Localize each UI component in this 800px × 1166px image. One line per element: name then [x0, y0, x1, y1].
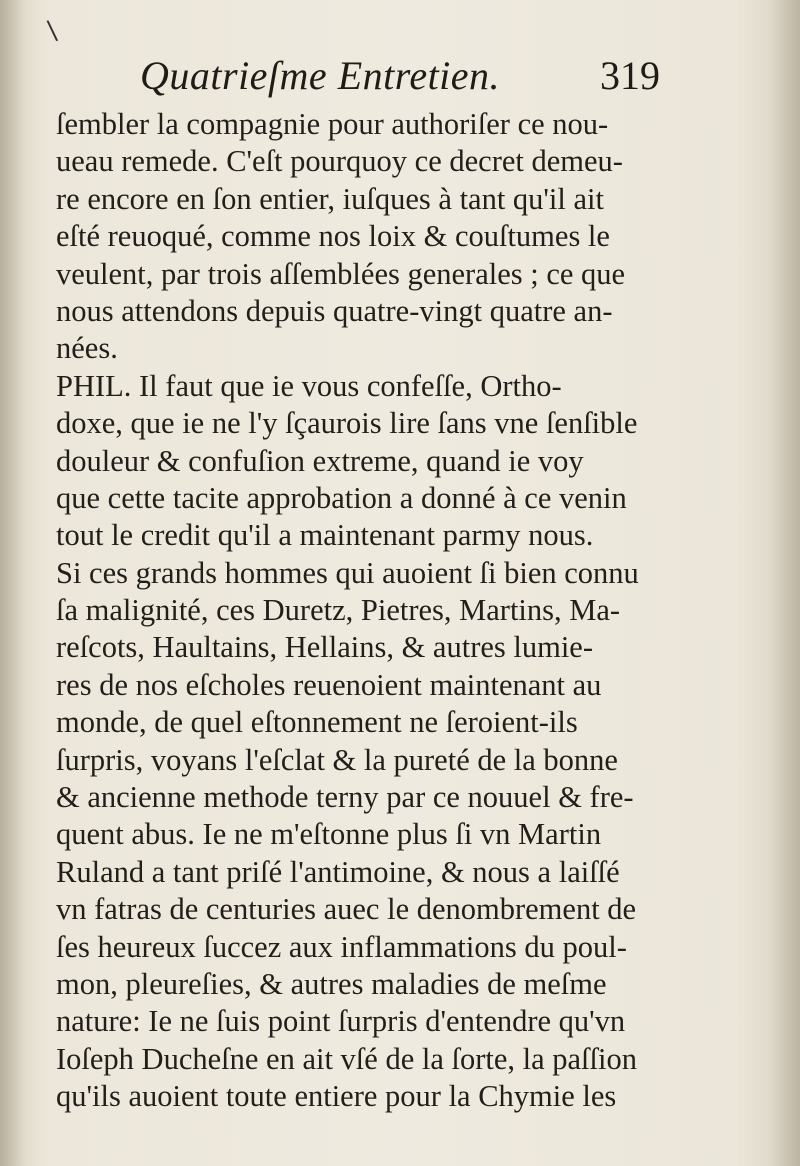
text-line: Ruland a tant priſé l'antimoine, & nous a laiſſé — [56, 854, 620, 889]
text-line: re encore en ſon entier, iuſques à tant qu'il ait — [56, 181, 604, 216]
text-line: & ancienne methode terny par ce nouuel & fre- — [56, 780, 634, 815]
text-line: eſté reuoqué, comme nos loix & couſtumes le — [56, 219, 610, 254]
corner-mark: \ — [45, 15, 59, 47]
running-head: Quatrieſme Entretien. — [140, 53, 501, 98]
text-line: vn fatras de centuries auec le denombrement de — [56, 892, 637, 927]
text-line: ſembler la compagnie pour authoriſer ce nou- — [56, 107, 609, 141]
text-line: veulent, par trois aſſemblées generales ; ce que — [56, 256, 626, 291]
text-line: PHIL. Il faut que ie vous confeſſe, Ortho- — [56, 368, 562, 403]
text-line: reſcots, Haultains, Hellains, & autres lumie- — [56, 630, 593, 665]
text-line: ſes heureux ſuccez aux inflammations du poul- — [56, 929, 627, 964]
text-line: que cette tacite approbation a donné à ce venin — [56, 480, 627, 515]
text-line: qu'ils auoient toute entiere pour la Chymie les — [56, 1079, 617, 1114]
page-edge-shadow-left — [0, 0, 26, 1166]
page-edge-shadow-right — [770, 0, 800, 1166]
text-line: ſurpris, voyans l'eſclat & la pureté de la bonne — [56, 742, 618, 777]
text-line: nature: Ie ne ſuis point ſurpris d'entendre qu'vn — [56, 1004, 626, 1039]
page-header — [140, 52, 660, 102]
text-line: nées. — [56, 331, 118, 366]
text-line: res de nos eſcholes reuenoient maintenant au — [56, 667, 602, 702]
text-line: Ioſeph Ducheſne en ait vſé de la ſorte, la paſſion — [56, 1041, 637, 1076]
text-line: monde, de quel eſtonnement ne ſeroient-ils — [56, 705, 578, 740]
text-line: ſa malignité, ces Duretz, Pietres, Martins, Ma- — [56, 593, 621, 628]
text-line: doxe, que ie ne l'y ſçaurois lire ſans vne ſenſible — [56, 406, 638, 441]
text-line: tout le credit qu'il a maintenant parmy nous. — [56, 518, 594, 553]
body-text — [56, 106, 656, 1116]
text-line: nous attendons depuis quatre-vingt quatre an- — [56, 293, 613, 328]
text-line: quent abus. Ie ne m'eſtonne plus ſi vn Martin — [56, 817, 602, 852]
page-number: 319 — [600, 53, 660, 98]
text-line: douleur & confuſion extreme, quand ie voy — [56, 443, 584, 478]
text-line: Si ces grands hommes qui auoient ſi bien connu — [56, 555, 639, 590]
text-line: ueau remede. C'eſt pourquoy ce decret demeu- — [56, 144, 623, 179]
text-line: mon, pleureſies, & autres maladies de meſme — [56, 966, 607, 1001]
